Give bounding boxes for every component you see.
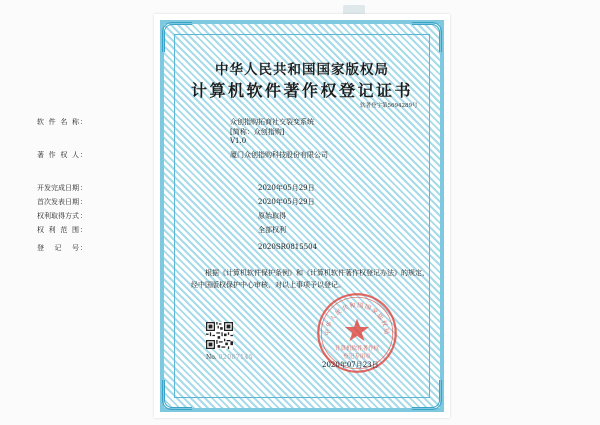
qr-code-icon [206,322,233,349]
field-value-acquisition: 原始取得 [258,212,286,220]
field-colon: ： [80,226,87,234]
field-colon: ： [80,212,87,220]
issue-date: 2020年07月23日 [322,361,379,369]
field-value-scope: 全部权利 [258,226,286,234]
seal-inner-line2: 登记专用章 [343,353,371,360]
issuer-title: 中华人民共和国国家版权局 [215,62,389,78]
seal-ring-text: 中华人民共和国国家版权局 [324,302,390,336]
field-label: 软件名称 [37,118,79,126]
field-value-short-name: [简称：众创指购] [230,128,285,136]
serial-label: No. [206,354,217,361]
statement-paragraph: 根据《计算机软件保护条例》和《计算机软件著作权登记办法》的规定，经中国版权保护中心审核，对以上事项予以登记。 [191,269,429,289]
field-colon: ： [80,198,87,206]
field-label: 权利范围 [37,226,79,234]
field-value-copyright-owner: 厦门众创指购科技股份有限公司 [230,151,328,159]
certificate-number: 软著登字第5694289号 [360,103,418,109]
seal-inner-line1: 计算机软件著作权 [334,346,380,353]
field-colon: ： [80,151,87,159]
field-label: 著作权人 [37,151,79,159]
field-value-publish-date: 2020年05月29日 [258,198,315,206]
field-value-software-name: 众创指购拓商社交裂变系统 [230,118,314,126]
serial-number [206,354,253,361]
corner-ornament-top-left [162,22,192,52]
field-colon: ： [80,244,87,252]
corner-ornament-bottom-left [162,380,192,410]
field-label: 首次发表日期 [37,198,79,206]
corner-ornament-top-right [412,22,442,52]
field-value-version: V1.0 [230,137,247,145]
field-label: 登记号 [37,244,79,252]
serial-value: 02087145 [218,354,254,361]
field-value-reg-number: 2020SR0815504 [258,243,318,251]
field-colon: ： [80,184,87,192]
field-label: 权利取得方式 [37,212,79,220]
field-value-dev-date: 2020年05月29日 [258,184,315,192]
field-colon: ： [80,118,87,126]
certificate-title: 计算机软件著作权登记证书 [190,81,413,100]
field-label: 开发完成日期 [37,184,79,192]
corner-ornament-bottom-right [412,380,442,410]
